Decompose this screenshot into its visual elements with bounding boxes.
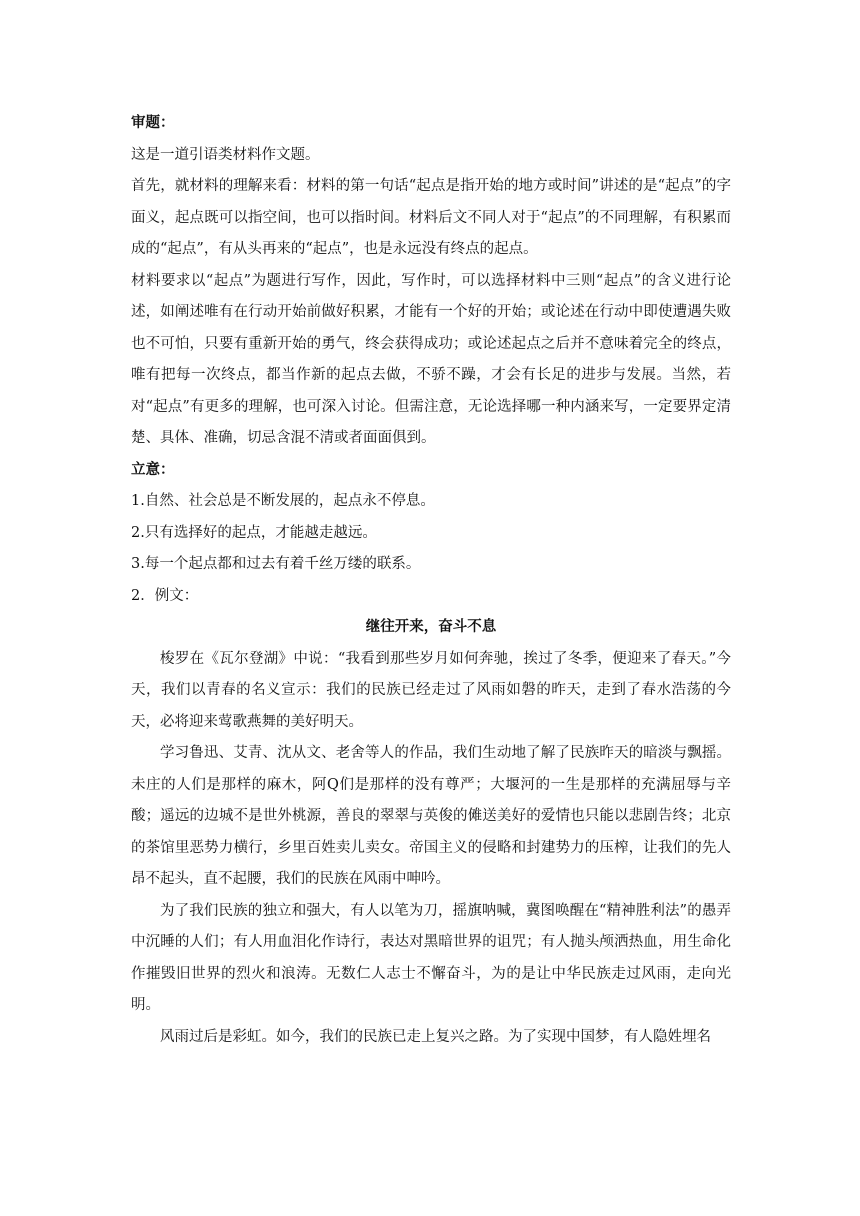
section-heading-liyi: 立意：: [131, 461, 175, 478]
shenti-paragraph-2: 首先，就材料的理解来看：材料的第一句话“起点是指开始的地方或时间”讲述的是“起点”的字面义，起点既可以指空间，也可以指时间。材料后文不同人对于“起点”的不同理解，有积累而成的“起点”，有从头再来的“起点”，也是永远没有终点的起点。: [131, 178, 731, 257]
essay-paragraph-1: 梭罗在《瓦尔登湖》中说：“我看到那些岁月如何奔驰，挨过了冬季，便迎来了春天。”今天，我们以青春的名义宣示：我们的民族已经走过了风雨如磐的昨天，走到了春水浩荡的今天，必将迎来莺歌燕舞的美好明天。: [131, 650, 731, 730]
essay-paragraph-3: 为了我们民族的独立和强大，有人以笔为刀，摇旗呐喊，冀图唤醒在“精神胜利法”的愚弄中沉睡的人们；有人用血泪化作诗行，表达对黑暗世界的诅咒；有人抛头颅洒热血，用生命化作摧毁旧世界的烈火和浪涛。无数仁人志士不懈奋斗，为的是让中华民族走过风雨，走向光明。: [131, 902, 731, 1013]
essay-paragraph-4: 风雨过后是彩虹。如今，我们的民族已走上复兴之路。为了实现中国梦，有人隐姓埋名: [160, 1028, 711, 1045]
section-heading-shenti: 审题：: [131, 115, 175, 131]
shenti-paragraph-1: 这是一道引语类材料作文题。: [131, 146, 320, 163]
essay-paragraph-2: 学习鲁迅、艾青、沈从文、老舍等人的作品，我们生动地了解了民族昨天的暗淡与飘摇。未庄的人们是那样的麻木，阿Q们是那样的没有尊严；大堰河的一生是那样的充满屈辱与辛酸；遥远的边城不是世外桃源，善良的翠翠与英俊的傩送美好的爱情也只能以悲剧告终；北京的茶馆里恶势力横行，乡里百姓卖儿卖女。帝国主义的侵略和封建势力的压榨，让我们的先人昂不起头，直不起腰，我们的民族在风雨中呻吟。: [131, 745, 731, 887]
essay-label: 2．例文：: [131, 587, 199, 604]
liyi-item-2: 2.只有选择好的起点，才能越走越远。: [131, 524, 377, 541]
essay-title: 继往开来，奋斗不息: [365, 619, 497, 635]
liyi-item-3: 3.每一个起点都和过去有着千丝万缕的联系。: [131, 556, 421, 572]
liyi-item-1: 1.自然、社会总是不断发展的，起点永不停息。: [131, 493, 435, 509]
shenti-paragraph-3: 材料要求以“起点”为题进行写作，因此，写作时，可以选择材料中三则“起点”的含义进行论述，如阐述唯有在行动开始前做好积累，才能有一个好的开始；或论述在行动中即使遭遇失败也不可怕，只要有重新开始的勇气，终会获得成功；或论述起点之后并不意味着完全的终点，唯有把每一次终点，都当作新的起点去做，不骄不躁，才会有长足的进步与发展。当然，若对“起点”有更多的理解，也可深入讨论。但需注意，无论选择哪一种内涵来写，一定要界定清楚、具体、准确，切忌含混不清或者面面俱到。: [131, 272, 731, 446]
document-page: [131, 108, 731, 1053]
